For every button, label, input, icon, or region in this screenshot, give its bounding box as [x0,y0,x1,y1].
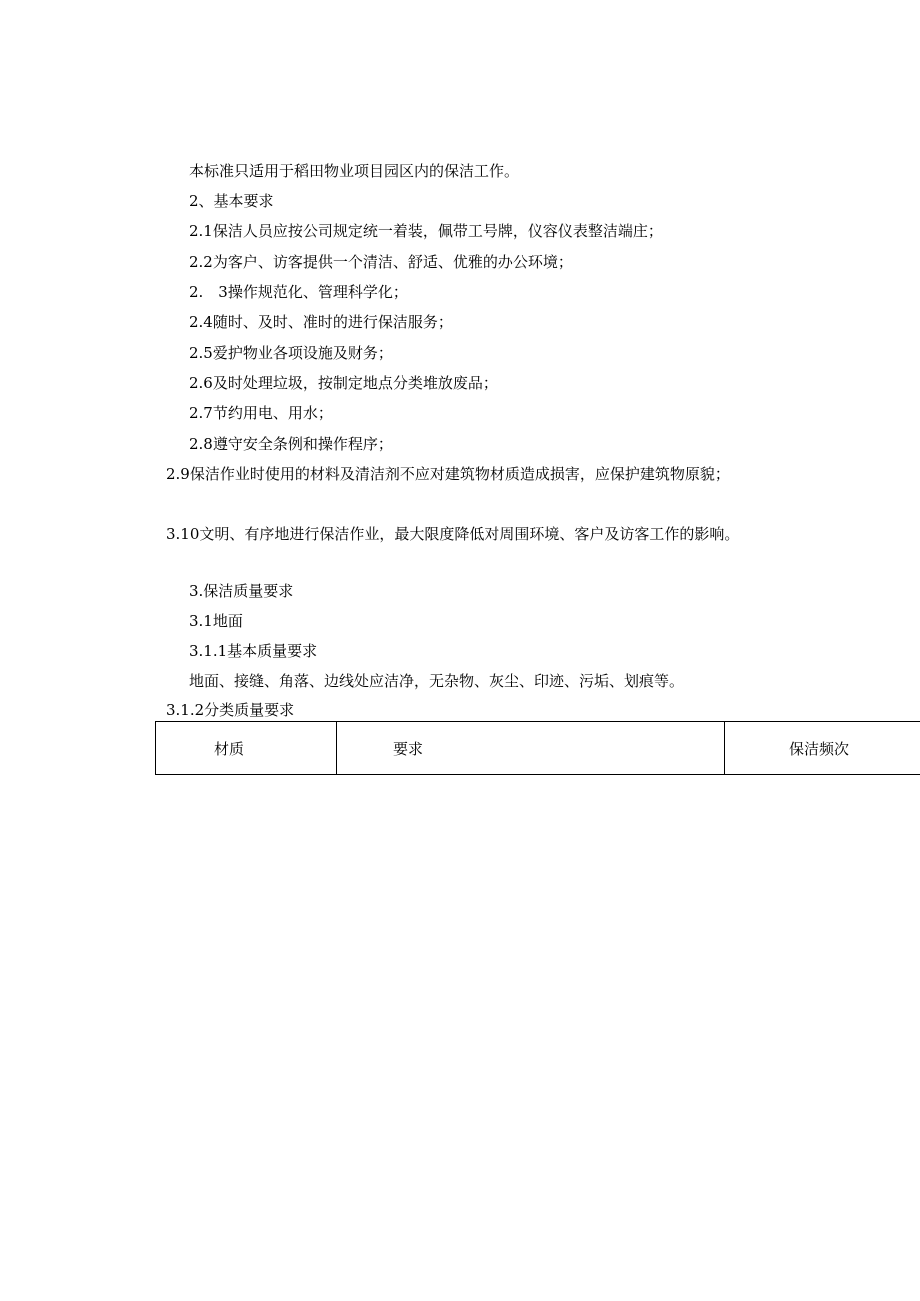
item-2-9: 2.9保洁作业时使用的材料及清洁剂不应对建筑物材质造成损害，应保护建筑物原貌； [166,465,730,483]
item-2-7: 2.7节约用电、用水； [189,404,333,422]
heading-basic-quality: 3.1.1基本质量要求 [189,642,318,660]
item-2-5: 2.5爱护物业各项设施及财务； [189,344,393,362]
paragraph-scope: 本标准只适用于稻田物业项目园区内的保洁工作。 [189,162,520,180]
header-material: 材质 [156,722,337,775]
item-2-2: 2.2为客户、访客提供一个清洁、舒适、优雅的办公环境； [189,253,573,271]
item-2-4: 2.4随时、及时、准时的进行保洁服务； [189,313,453,331]
heading-category-quality: 3.1.2分类质量要求 [166,701,295,719]
item-2-1: 2.1保洁人员应按公司规定统一着装，佩带工号牌，仪容仪表整洁端庄； [189,222,663,240]
item-3-10: 3.10文明、有序地进行保洁作业，最大限度降低对周围环境、客户及访客工作的影响。 [166,525,740,543]
header-requirement: 要求 [337,722,725,775]
paragraph-floor-quality: 地面、接缝、角落、边线处应洁净，无杂物、灰尘、印迹、污垢、划痕等。 [189,672,685,690]
table-header-row [156,722,920,775]
item-2-6: 2.6及时处理垃圾，按制定地点分类堆放废品； [189,374,498,392]
quality-table [155,721,920,775]
heading-basic-requirements: 2、基本要求 [189,192,274,210]
heading-floor: 3.1地面 [189,612,243,630]
item-2-8: 2.8遵守安全条例和操作程序； [189,435,393,453]
header-frequency: 保洁频次 [725,722,920,775]
heading-quality-requirements: 3.保洁质量要求 [189,582,294,600]
item-2-3: 2. 3操作规范化、管理科学化； [189,283,408,301]
